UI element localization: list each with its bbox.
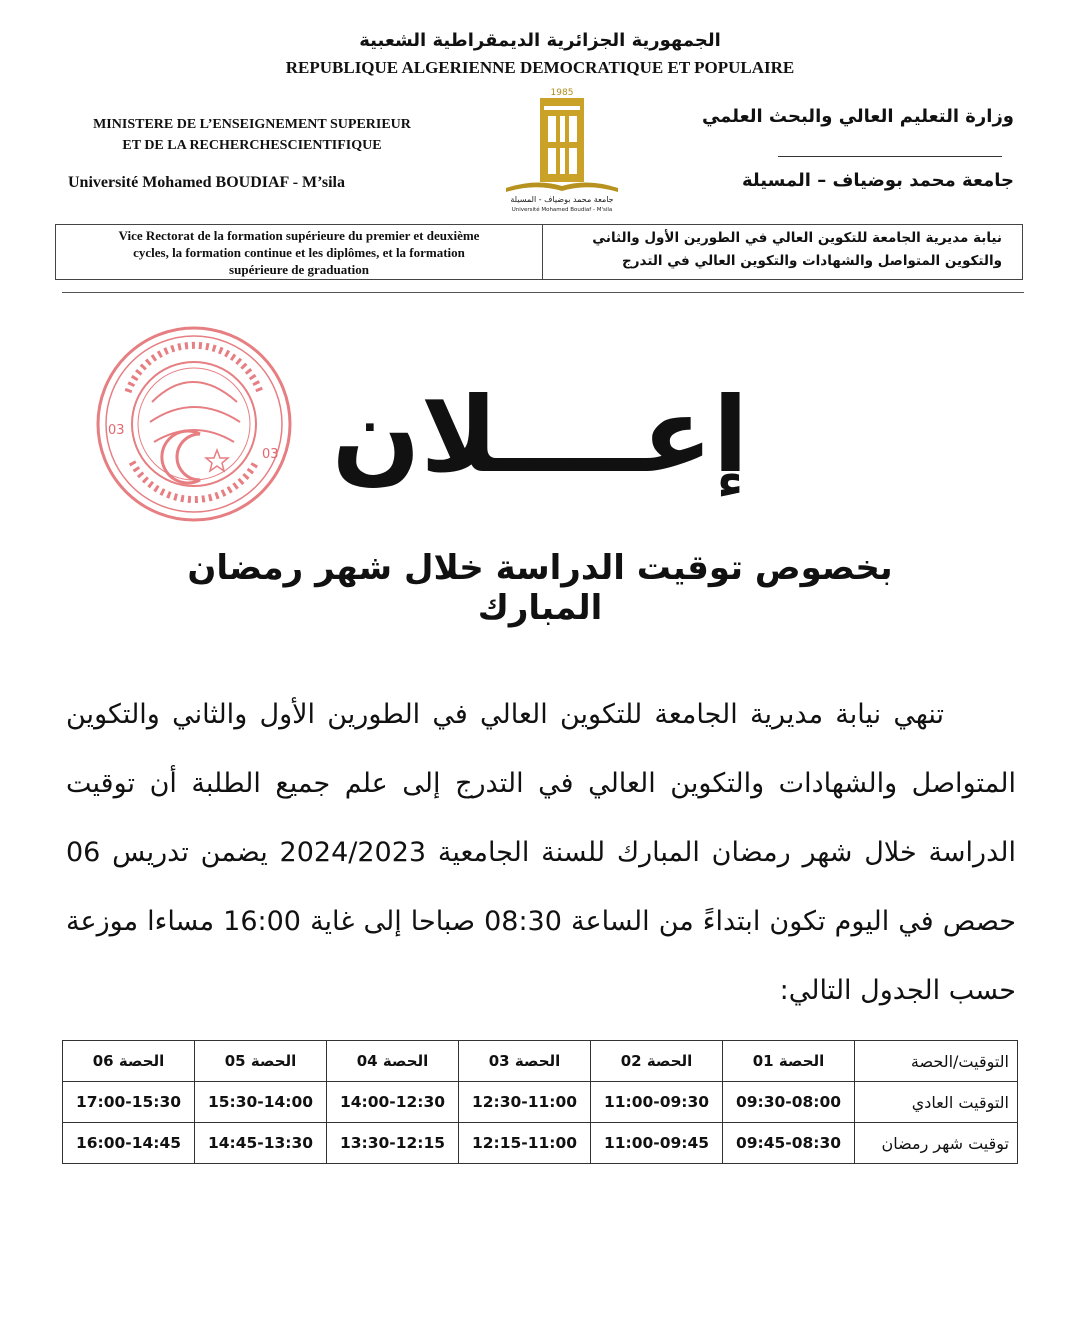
ramadan-time-06: 16:00-14:45	[63, 1123, 195, 1164]
header-separator	[62, 292, 1024, 293]
announcement-body-text: تنهي نيابة مديرية الجامعة للتكوين العالي في الطورين الأول والثاني والتكوين المتواصل والشهادات والتكوين العالي في التدرج إلى علم جميع الطلبة أن توقيت الدراسة خلال شهر رمضان المبارك للسنة الجامعية 2024/2023 يضمن تدريس 06 حصص في اليوم تكون ابتداءً من الساعة 08:30 صباحا إلى غاية 16:00 مساءا موزعة حسب الجدول التالي:	[66, 699, 1016, 1006]
table-row-ramadan	[63, 1123, 1018, 1164]
republic-name-fr: REPUBLIQUE ALGERIENNE DEMOCRATIQUE ET POPULAIRE	[285, 58, 795, 77]
table-header-row	[63, 1041, 1018, 1082]
vice-rectorate-fr	[56, 225, 543, 279]
session-01-header: الحصة 01	[723, 1041, 855, 1082]
session-02-header: الحصة 02	[591, 1041, 723, 1082]
announcement-subtitle: بخصوص توقيت الدراسة خلال شهر رمضان المبارك	[187, 548, 893, 628]
vice-rectorate-ar-line2: والتكوين المتواصل والشهادات والتكوين العالي في التدرج	[622, 253, 1002, 269]
ministry-fr-line2: ET DE LA RECHERCHESCIENTIFIQUE	[122, 138, 382, 153]
ramadan-time-02: 11:00-09:45	[591, 1123, 723, 1164]
ramadan-time-04: 13:30-12:15	[327, 1123, 459, 1164]
announcement-title: إعــــلان	[331, 374, 749, 496]
crescent-icon	[162, 431, 200, 483]
normal-time-05: 15:30-14:00	[195, 1082, 327, 1123]
university-name-ar: جامعة محمد بوضياف – المسيلة	[742, 170, 1014, 191]
logo-year: 1985	[550, 88, 574, 98]
ministry-name-fr	[52, 114, 452, 156]
ministry-underline	[778, 156, 1002, 157]
ministry-fr-line1: MINISTERE DE L’ENSEIGNEMENT SUPERIEUR	[93, 117, 411, 132]
row-label-normal: التوقيت العادي	[855, 1082, 1018, 1123]
session-04-header: الحصة 04	[327, 1041, 459, 1082]
normal-time-02: 11:00-09:30	[591, 1082, 723, 1123]
normal-time-01: 09:30-08:00	[723, 1082, 855, 1123]
logo-name-ar: جامعة محمد بوضياف - المسيلة	[510, 195, 614, 204]
corner-header: التوقيت/الحصة	[855, 1041, 1018, 1082]
stamp-number-left: 03	[108, 423, 125, 438]
vice-rectorate-ar-line1: نيابة مديرية الجامعة للتكوين العالي في الطورين الأول والثاني	[592, 230, 1002, 246]
session-06-header: الحصة 06	[63, 1041, 195, 1082]
stamp-number-right: 03	[262, 447, 279, 462]
vice-rectorate-fr-line3: supérieure de graduation	[229, 262, 369, 277]
schedule-table	[62, 1040, 1018, 1164]
row-label-ramadan: توقيت شهر رمضان	[855, 1123, 1018, 1164]
vice-rectorate-box	[55, 224, 1023, 280]
ministry-name-ar: وزارة التعليم العالي والبحث العلمي	[701, 106, 1014, 127]
logo-name-fr: Université Mohamed Boudiaf - M'sila	[511, 207, 613, 213]
star-icon	[206, 450, 228, 471]
republic-name-ar: الجمهورية الجزائرية الديمقراطية الشعبية	[359, 30, 721, 51]
ramadan-time-01: 09:45-08:30	[723, 1123, 855, 1164]
logo-book-icon	[506, 182, 618, 192]
announcement-body	[66, 680, 1016, 1025]
vice-rectorate-fr-line1: Vice Rectorat de la formation supérieure du premier et deuxième	[118, 228, 480, 243]
session-03-header: الحصة 03	[459, 1041, 591, 1082]
university-logo	[496, 84, 646, 214]
university-name-fr: Université Mohamed BOUDIAF - M’sila	[68, 174, 345, 191]
vice-rectorate-ar	[543, 225, 1022, 279]
ramadan-time-03: 12:15-11:00	[459, 1123, 591, 1164]
normal-time-03: 12:30-11:00	[459, 1082, 591, 1123]
normal-time-04: 14:00-12:30	[327, 1082, 459, 1123]
session-05-header: الحصة 05	[195, 1041, 327, 1082]
vice-rectorate-fr-line2: cycles, la formation continue et les diplômes, et la formation	[133, 245, 465, 260]
official-stamp	[92, 322, 297, 527]
table-row-normal	[63, 1082, 1018, 1123]
normal-time-06: 17:00-15:30	[63, 1082, 195, 1123]
ramadan-time-05: 14:45-13:30	[195, 1123, 327, 1164]
